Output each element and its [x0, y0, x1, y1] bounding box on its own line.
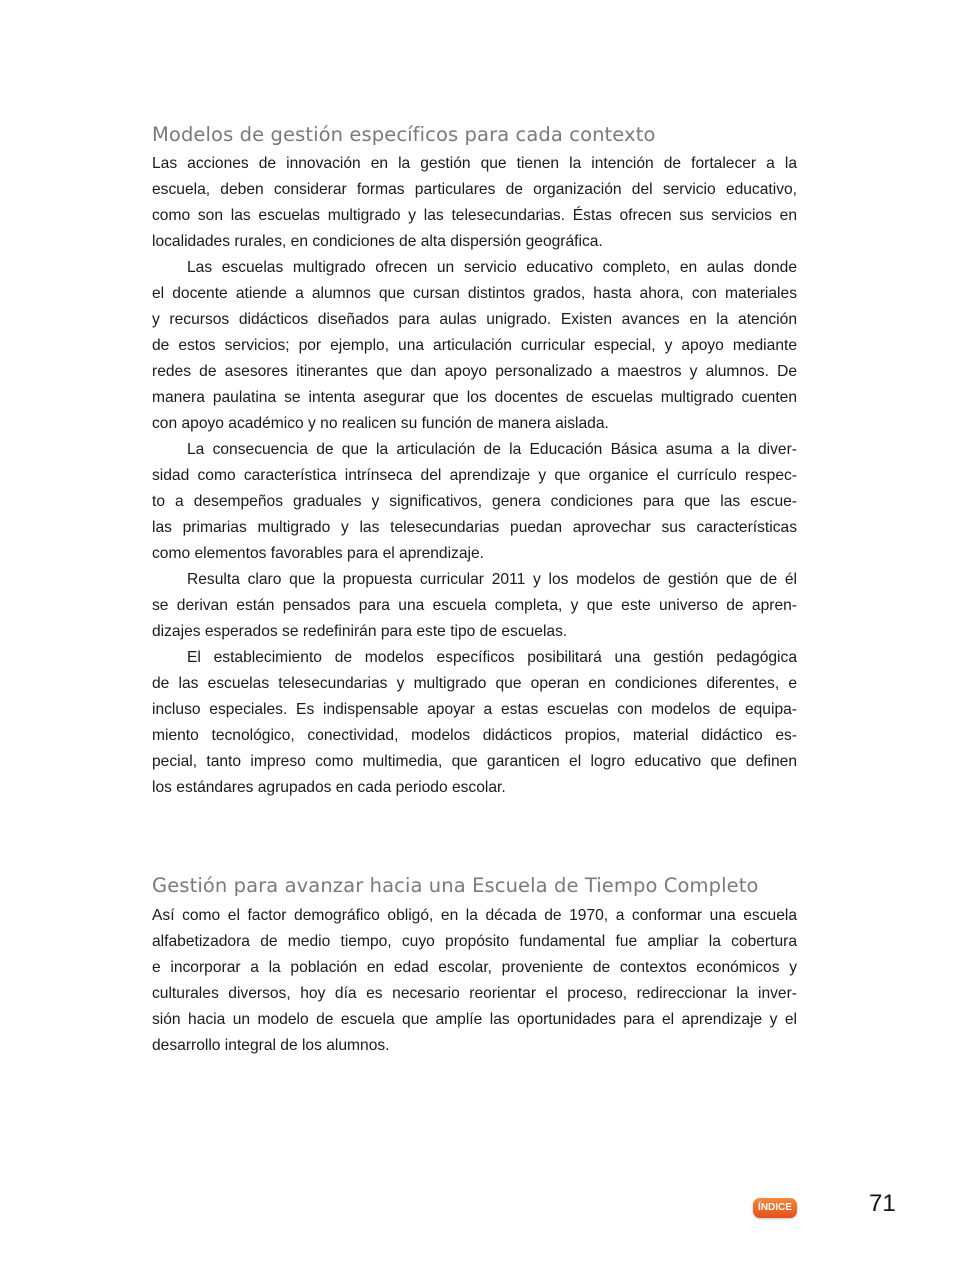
text-line: Resulta claro que la propuesta curricular 2011 y los modelos de gestión que de él	[187, 571, 797, 588]
text-line: sidad como característica intrínseca del aprendizaje y que organice el currículo respec-	[152, 467, 797, 484]
text-line: incluso especiales. Es indispensable apoyar a estas escuelas con modelos de equipa-	[152, 701, 797, 718]
text-line: desarrollo integral de los alumnos.	[152, 1037, 390, 1054]
text-line: Las escuelas multigrado ofrecen un servicio educativo completo, en aulas donde	[187, 259, 797, 276]
text-line: culturales diversos, hoy día es necesario reorientar el proceso, redireccionar la inver-	[152, 985, 797, 1002]
text-line: El establecimiento de modelos específicos posibilitará una gestión pedagógica	[187, 649, 797, 666]
text-line: La consecuencia de que la articulación de la Educación Básica asuma a la diver-	[187, 441, 797, 458]
section-heading: Modelos de gestión específicos para cada contexto	[152, 123, 656, 146]
text-line: sión hacia un modelo de escuela que amplíe las oportunidades para el aprendizaje y el	[152, 1011, 797, 1028]
text-line: miento tecnológico, conectividad, modelos didácticos propios, material didáctico es-	[152, 727, 797, 744]
text-line: redes de asesores itinerantes que dan apoyo personalizado a maestros y alumnos. De	[152, 363, 797, 380]
text-line: se derivan están pensados para una escuela completa, y que este universo de apren-	[152, 597, 797, 614]
text-line: localidades rurales, en condiciones de alta dispersión geográfica.	[152, 233, 603, 250]
text-line: escuela, deben considerar formas particulares de organización del servicio educativo,	[152, 181, 797, 198]
text-line: pecial, tanto impreso como multimedia, que garanticen el logro educativo que definen	[152, 753, 797, 770]
index-button[interactable]: ÍNDICE	[753, 1198, 797, 1218]
text-line: to a desempeños graduales y significativos, genera condiciones para que las escue-	[152, 493, 797, 510]
text-line: Las acciones de innovación en la gestión que tienen la intención de fortalecer a la	[152, 155, 797, 172]
text-line: alfabetizadora de medio tiempo, cuyo propósito fundamental fue ampliar la cobertura	[152, 933, 797, 950]
text-line: los estándares agrupados en cada periodo escolar.	[152, 779, 506, 796]
text-line: Así como el factor demográfico obligó, en la década de 1970, a conformar una escuela	[152, 907, 797, 924]
page-number: 71	[869, 1190, 896, 1217]
text-line: e incorporar a la población en edad escolar, proveniente de contextos económicos y	[152, 959, 797, 976]
text-line: de estos servicios; por ejemplo, una articulación curricular especial, y apoyo mediante	[152, 337, 797, 354]
text-line: como son las escuelas multigrado y las telesecundarias. Éstas ofrecen sus servicios en	[152, 207, 797, 224]
text-line: las primarias multigrado y las telesecundarias puedan aprovechar sus características	[152, 519, 797, 536]
text-line: y recursos didácticos diseñados para aulas unigrado. Existen avances en la atención	[152, 311, 797, 328]
text-line: como elementos favorables para el aprendizaje.	[152, 545, 484, 562]
text-line: el docente atiende a alumnos que cursan distintos grados, hasta ahora, con materiales	[152, 285, 797, 302]
section-body	[152, 151, 797, 801]
text-line: manera paulatina se intenta asegurar que los docentes de escuelas multigrado cuenten	[152, 389, 797, 406]
text-line: con apoyo académico y no realicen su función de manera aislada.	[152, 415, 609, 432]
section-body	[152, 903, 797, 1059]
text-line: de las escuelas telesecundarias y multigrado que operan en condiciones diferentes, e	[152, 675, 797, 692]
section-heading: Gestión para avanzar hacia una Escuela de Tiempo Completo	[152, 874, 759, 897]
text-line: dizajes esperados se redefinirán para este tipo de escuelas.	[152, 623, 568, 640]
